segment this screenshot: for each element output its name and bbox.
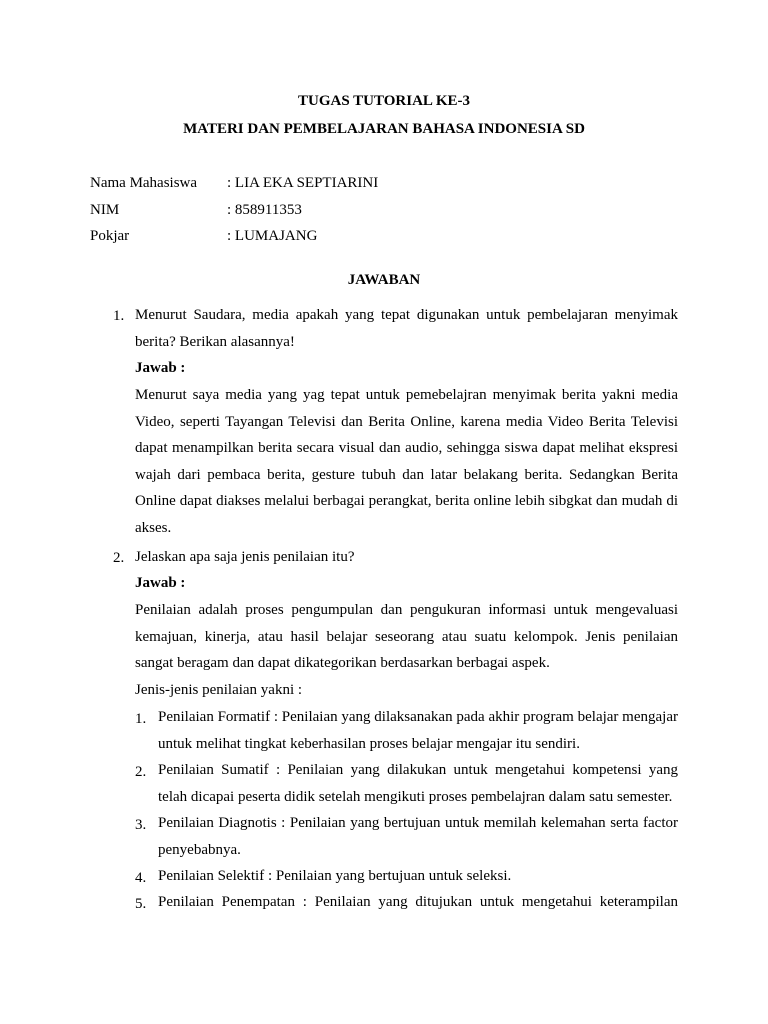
list-item-text: Penilaian Sumatif : Penilaian yang dilakukan untuk mengetahui kompetensi yang telah dicapai peserta didik setelah mengikuti proses pembelajran dalam satu semester.: [158, 762, 678, 805]
name-value: : LIA EKA SEPTIARINI: [227, 175, 379, 191]
list-intro: Jenis-jenis penilaian yakni :: [135, 682, 303, 698]
answer-label: Jawab :: [135, 360, 186, 376]
list-item-text: Penilaian Penempatan : Penilaian yang ditujukan untuk mengetahui keterampilan: [158, 894, 678, 910]
list-item-number: 5.: [135, 896, 147, 912]
nim-value: : 858911353: [227, 202, 302, 218]
document-title: TUGAS TUTORIAL KE-3: [298, 93, 470, 109]
question-text: Jelaskan apa saja jenis penilaian itu?: [135, 549, 355, 565]
answer-text: Menurut saya media yang yag tepat untuk pemebelajran menyimak berita yakni media Video, seperti Tayangan Televisi dan Berita Online, karena media Video Berita Televisi dapat menampilkan berita secara visual dan audio, sehingga siswa dapat melihat ekspresi wajah dari pembaca berita, gesture tubuh dan latar belakang berita. Sedangkan Berita Online dapat diakses melalui berbagai perangkat, berita online lebih sibgkat dan mudah di akses.: [135, 387, 678, 536]
answers-heading: JAWABAN: [347, 272, 421, 288]
list-item-number: 1.: [135, 711, 147, 727]
answer-text: Penilaian adalah proses pengumpulan dan pengukuran informasi untuk mengevaluasi kemajuan, kinerja, atau hasil belajar seseorang atau suatu kelompok. Jenis penilaian sangat beragam dan dapat dikategorikan berdasarkan berbagai aspek.: [135, 602, 678, 671]
list-item-text: Penilaian Selektif : Penilaian yang bertujuan untuk seleksi.: [158, 868, 512, 884]
question-text: Menurut Saudara, media apakah yang tepat digunakan untuk pembelajaran menyimak berita? Berikan alasannya!: [135, 307, 678, 350]
document-subtitle: MATERI DAN PEMBELAJARAN BAHASA INDONESIA SD: [183, 121, 585, 137]
question-number: 2.: [113, 550, 125, 566]
list-item-number: 2.: [135, 764, 147, 780]
list-item-text: Penilaian Diagnotis : Penilaian yang bertujuan untuk memilah kelemahan serta factor penyebabnya.: [158, 815, 678, 858]
pokjar-value: : LUMAJANG: [227, 228, 318, 244]
list-item-number: 3.: [135, 817, 147, 833]
nim-label: NIM: [90, 202, 120, 218]
pokjar-label: Pokjar: [90, 228, 130, 244]
question-number: 1.: [113, 308, 125, 324]
name-label: Nama Mahasiswa: [90, 175, 198, 191]
answer-label: Jawab :: [135, 575, 186, 591]
list-item-text: Penilaian Formatif : Penilaian yang dilaksanakan pada akhir program belajar mengajar untuk melihat tingkat keberhasilan proses belajar mengajar itu sendiri.: [158, 709, 678, 752]
list-item-number: 4.: [135, 870, 147, 886]
